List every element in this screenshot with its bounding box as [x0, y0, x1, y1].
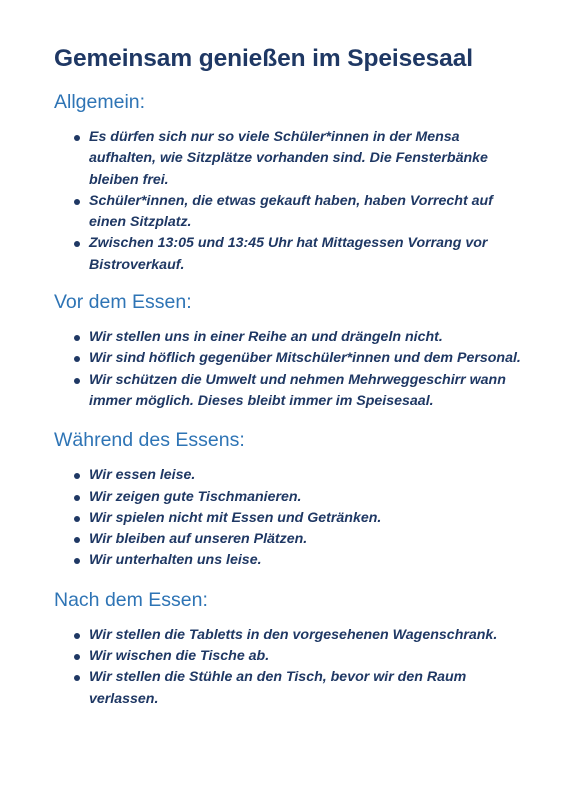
bullet-icon: [74, 537, 80, 543]
rule-list: [54, 327, 525, 412]
bullet-icon: [74, 633, 80, 639]
list-item: [54, 667, 525, 710]
bullet-icon: [74, 516, 80, 522]
list-item-text: Es dürfen sich nur so viele Schüler*innen in der Mensa aufhalten, wie Sitzplätze vorhanden sind. Die Fensterbänke bleiben frei.: [89, 129, 488, 188]
list-item: [54, 233, 525, 276]
list-item: [54, 191, 525, 234]
section-heading: Vor dem Essen:: [54, 291, 192, 314]
bullet-icon: [74, 335, 80, 341]
list-item-text: Wir unterhalten uns leise.: [89, 552, 262, 569]
bullet-icon: [74, 473, 80, 479]
list-item: [54, 487, 525, 508]
section-heading: Während des Essens:: [54, 429, 245, 452]
list-item: [54, 529, 525, 550]
list-item: [54, 348, 525, 369]
bullet-icon: [74, 199, 80, 205]
list-item-text: Wir zeigen gute Tischmanieren.: [89, 488, 302, 505]
section-allgemein: [54, 89, 525, 276]
list-item-text: Wir stellen die Tabletts in den vorgesehenen Wagenschrank.: [89, 626, 498, 643]
list-item-text: Wir spielen nicht mit Essen und Getränken.: [89, 509, 382, 526]
section-heading: Allgemein:: [54, 91, 146, 113]
bullet-icon: [74, 675, 80, 681]
list-item: [54, 508, 525, 529]
list-item-text: Wir wischen die Tische ab.: [89, 648, 270, 665]
list-item-text: Wir bleiben auf unseren Plätzen.: [89, 531, 308, 548]
list-item: [54, 625, 525, 646]
bullet-icon: [74, 356, 80, 362]
rule-list: [54, 465, 525, 571]
list-item: [54, 465, 525, 486]
list-item-text: Wir schützen die Umwelt und nehmen Mehrweggeschirr wann immer möglich. Dieses bleibt immer im Speisesaal.: [89, 371, 506, 409]
list-item-text: Schüler*innen, die etwas gekauft haben, haben Vorrecht auf einen Sitzplatz.: [89, 192, 493, 231]
rule-list: [54, 625, 525, 710]
page-title: Gemeinsam genießen im Speisesaal: [54, 45, 473, 72]
list-item-text: Zwischen 13:05 und 13:45 Uhr hat Mittagessen Vorrang vor Bistroverkauf.: [89, 235, 488, 273]
list-item-text: Wir sind höflich gegenüber Mitschüler*innen und dem Personal.: [89, 350, 521, 367]
bullet-icon: [74, 135, 80, 141]
section-nach-dem-essen: [54, 587, 525, 710]
list-item-text: Wir stellen die Stühle an den Tisch, bevor wir den Raum verlassen.: [89, 669, 467, 707]
list-item-text: Wir stellen uns in einer Reihe an und drängeln nicht.: [89, 329, 443, 346]
section-vor-dem-essen: [54, 289, 525, 412]
list-item: [54, 550, 525, 571]
section-heading: Nach dem Essen:: [54, 588, 208, 611]
rule-list: [54, 127, 525, 276]
list-item: [54, 327, 525, 348]
list-item: [54, 370, 525, 413]
bullet-icon: [74, 558, 80, 564]
bullet-icon: [74, 495, 80, 501]
list-item: [54, 127, 525, 191]
list-item-text: Wir essen leise.: [89, 467, 196, 484]
bullet-icon: [74, 378, 80, 384]
list-item: [54, 646, 525, 667]
bullet-icon: [74, 241, 80, 247]
section-waehrend-des-essens: [54, 427, 525, 571]
bullet-icon: [74, 654, 80, 660]
